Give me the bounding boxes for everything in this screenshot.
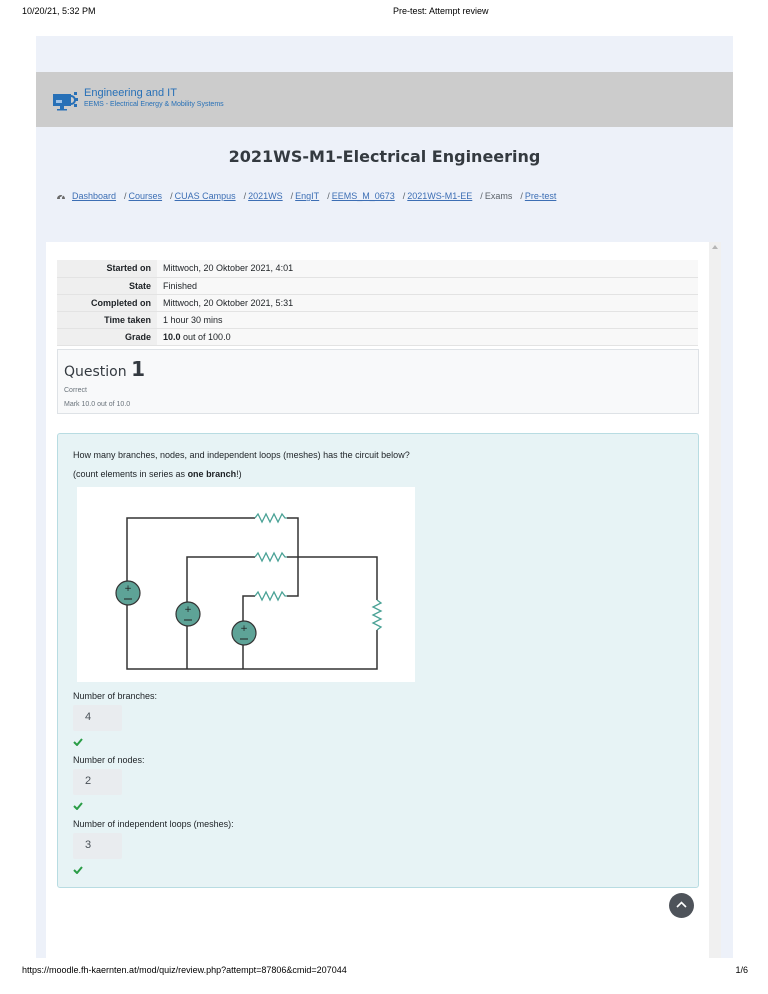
circuit-diagram [77,487,415,682]
main-content [46,242,709,958]
question-state: Correct [64,387,87,394]
attempt-summary-table [57,260,698,346]
note-suffix: !) [236,469,242,479]
brand-title-link[interactable]: Engineering and IT [84,87,177,99]
svg-text:+: + [240,624,248,634]
summary-label: Time taken [57,311,157,328]
summary-row-state [57,277,698,294]
summary-row-completed [57,294,698,311]
breadcrumb [56,191,556,201]
svg-text:+: + [184,605,192,615]
scroll-up-arrow-icon[interactable] [712,245,718,249]
back-to-top-button[interactable] [669,893,694,918]
summary-label: Grade [57,328,157,345]
summary-value: Mittwoch, 20 Oktober 2021, 4:01 [157,260,698,277]
answer-label-nodes: Number of nodes: [73,755,145,765]
print-page-number: 1/6 [735,965,748,975]
question-text: How many branches, nodes, and independent loops (meshes) has the circuit below? [73,450,410,460]
scrollbar[interactable] [709,242,721,958]
branches-input[interactable]: 4 [73,705,122,731]
question-formulation [57,433,699,888]
print-page-title: Pre-test: Attempt review [393,6,489,16]
question-prefix: Question [64,364,127,380]
summary-value: Mittwoch, 20 Oktober 2021, 5:31 [157,294,698,311]
grade-score: 10.0 [163,331,181,342]
voltage-source-icon [116,581,256,645]
print-datetime: 10/20/21, 5:32 PM [22,6,96,16]
check-icon [73,866,83,874]
breadcrumb-2021ws[interactable]: 2021WS [248,191,283,201]
page-frame [36,36,733,958]
breadcrumb-separator: / [402,191,406,201]
breadcrumb-separator: / [290,191,294,201]
grade-total: out of 100.0 [180,331,231,342]
breadcrumb-dashboard[interactable]: Dashboard [72,191,117,201]
answer-label-loops: Number of independent loops (meshes): [73,819,234,829]
breadcrumb-separator: / [520,191,523,201]
question-number [64,357,692,381]
breadcrumb-separator: / [243,191,247,201]
brand-header [36,72,733,127]
breadcrumb-engit[interactable]: EngIT [295,191,320,201]
summary-label: Completed on [57,294,157,311]
summary-label: State [57,277,157,294]
print-header [0,6,768,20]
loops-input[interactable]: 3 [73,833,122,859]
summary-value: 1 hour 30 mins [157,311,698,328]
computer-gear-icon [53,91,79,111]
course-title: 2021WS-M1-Electrical Engineering [228,147,541,166]
summary-value [157,328,698,345]
print-url: https://moodle.fh-kaernten.at/mod/quiz/review.php?attempt=87806&cmid=207044 [22,965,347,975]
chevron-up-icon [676,901,687,909]
check-icon [73,738,83,746]
note-bold: one branch [187,469,237,479]
question-mark: Mark 10.0 out of 10.0 [64,401,131,408]
summary-row-time-taken [57,311,698,328]
summary-value: Finished [157,277,698,294]
breadcrumb-separator: / [327,191,330,201]
summary-row-started [57,260,698,277]
breadcrumb-cuas-campus[interactable]: CUAS Campus [174,191,236,201]
dashboard-icon [56,191,66,201]
question-note [73,469,242,479]
svg-text:+: + [124,584,132,594]
breadcrumb-courses[interactable]: Courses [128,191,163,201]
note-prefix: (count elements in series as [73,469,188,479]
check-icon [73,802,83,810]
summary-label: Started on [57,260,157,277]
breadcrumb-separator: / [480,191,483,201]
nodes-input[interactable]: 2 [73,769,122,795]
question-info [57,349,699,414]
answer-label-branches: Number of branches: [73,691,158,701]
brand-subtitle-link[interactable]: EEMS - Electrical Energy & Mobility Systems [84,101,224,108]
breadcrumb-eems-m-0673[interactable]: EEMS_M_0673 [331,191,395,201]
question-num: 1 [131,357,145,381]
breadcrumb-separator: / [124,191,127,201]
breadcrumb-exams: Exams [484,191,513,201]
summary-row-grade [57,328,698,345]
print-footer [0,965,768,979]
breadcrumb-2021ws-m1-ee[interactable]: 2021WS-M1-EE [407,191,473,201]
breadcrumb-separator: / [170,191,173,201]
breadcrumb-pre-test[interactable]: Pre-test [524,191,557,201]
